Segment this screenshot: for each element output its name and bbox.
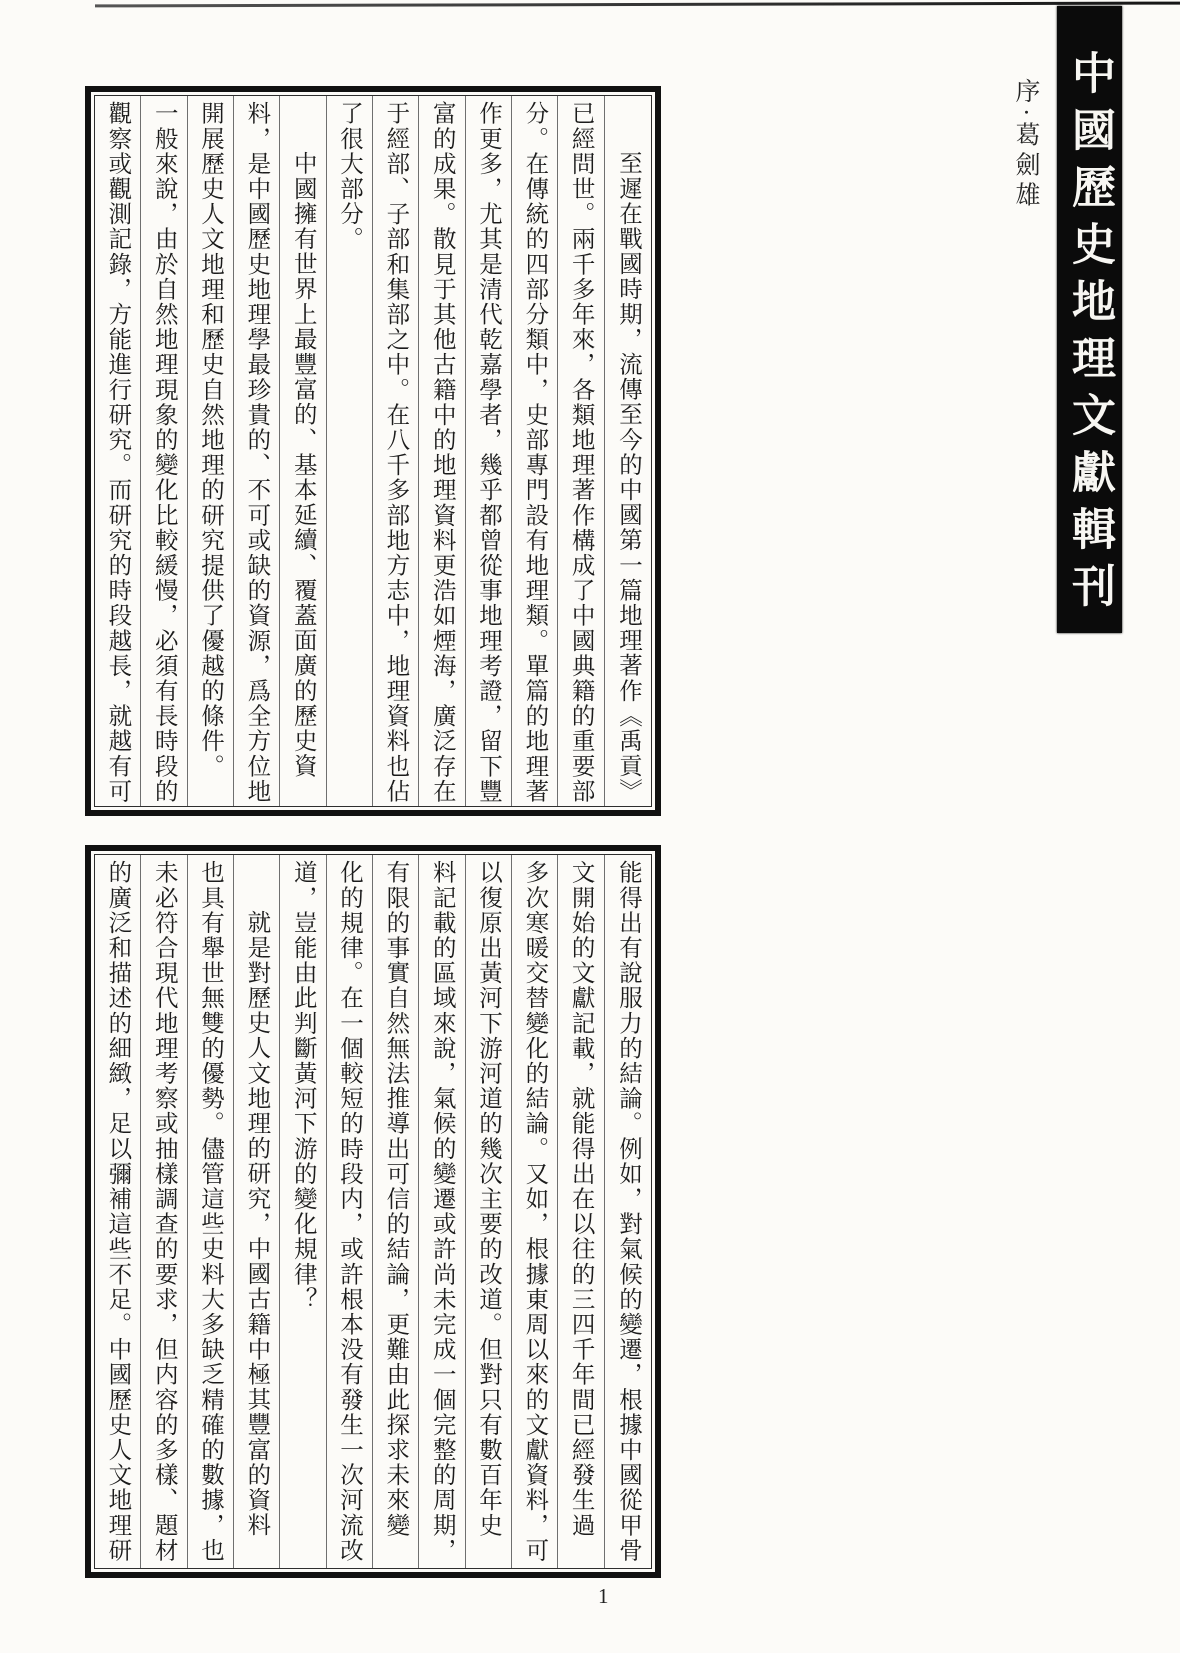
text-column: 至遲在戰國時期，流傳至今的中國第一篇地理著作《禹貢》 [615, 151, 641, 804]
top-rule-line [95, 2, 1180, 8]
text-column: 就是對歷史人文地理的研究，中國古籍中極其豐富的資料 [234, 855, 280, 1568]
text-column: 料，是中國歷史地理學最珍貴的、不可或缺的資源，爲全方位地 [234, 96, 280, 806]
preface-author-label: 序·葛劍雄 [1012, 78, 1039, 212]
text-column: 有限的事實自然無法推導出可信的結論，更難由此探求未來變 [373, 855, 419, 1568]
text-column: 一般來說，由於自然地理現象的變化比較緩慢，必須有長時段的 [141, 96, 187, 806]
text-column: 開展歷史人文地理和歷史自然地理的研究提供了優越的條件。 [188, 96, 234, 806]
text-column: 于經部、子部和集部之中。在八千多部地方志中，地理資料也佔 [373, 96, 419, 806]
text-column: 以復原出黃河下游河道的幾次主要的改道。但對只有數百年史 [466, 855, 512, 1568]
text-column: 化的規律。在一個較短的時段内，或許根本没有發生一次河流改 [327, 855, 373, 1568]
text-column: 未必符合現代地理考察或抽樣調查的要求，但内容的多樣、題材 [141, 855, 187, 1568]
page-number: 1 [598, 1584, 610, 1608]
text-box-1-columns [94, 95, 652, 807]
text-column: 已經問世。兩千多年來，各類地理著作構成了中國典籍的重要部 [558, 96, 604, 806]
text-column: 道，豈能由此判斷黃河下游的變化規律？ [280, 855, 326, 1568]
text-column: 料記載的區域來說，氣候的變遷或許尚未完成一個完整的周期， [419, 855, 465, 1568]
text-column: 觀察或觀測記錄，方能進行研究。而研究的時段越長，就越有可 [95, 96, 141, 806]
text-column: 能得出有說服力的結論。例如，對氣候的變遷，根據中國從甲骨 [615, 860, 641, 1563]
title-banner [1057, 6, 1122, 633]
text-box-2-columns [94, 854, 652, 1569]
text-box-2 [85, 845, 661, 1578]
book-title-vertical: 中國歷史地理文獻輯刊 [1065, 50, 1114, 620]
text-column: 也具有舉世無雙的優勢。儘管這些史料大多缺乏精確的數據，也 [188, 855, 234, 1568]
text-column: 分。在傳統的四部分類中，史部專門設有地理類。單篇的地理著 [512, 96, 558, 806]
text-column: 富的成果。散見于其他古籍中的地理資料更浩如煙海，廣泛存在 [419, 96, 465, 806]
text-column: 文開始的文獻記載，就能得出在以往的三四千年間已經發生過 [558, 855, 604, 1568]
text-column: 作更多，尤其是清代乾嘉學者，幾乎都曾從事地理考證，留下豐 [466, 96, 512, 806]
text-column: 多次寒暖交替變化的結論。又如，根據東周以來的文獻資料，可 [512, 855, 558, 1568]
text-column: 的廣泛和描述的細緻，足以彌補這些不足。中國歷史人文地理研 [95, 855, 141, 1568]
text-box-1 [85, 86, 661, 816]
text-column: 中國擁有世界上最豐富的、基本延續、覆蓋面廣的歷史資 [280, 96, 326, 806]
text-column: 了很大部分。 [327, 96, 373, 806]
